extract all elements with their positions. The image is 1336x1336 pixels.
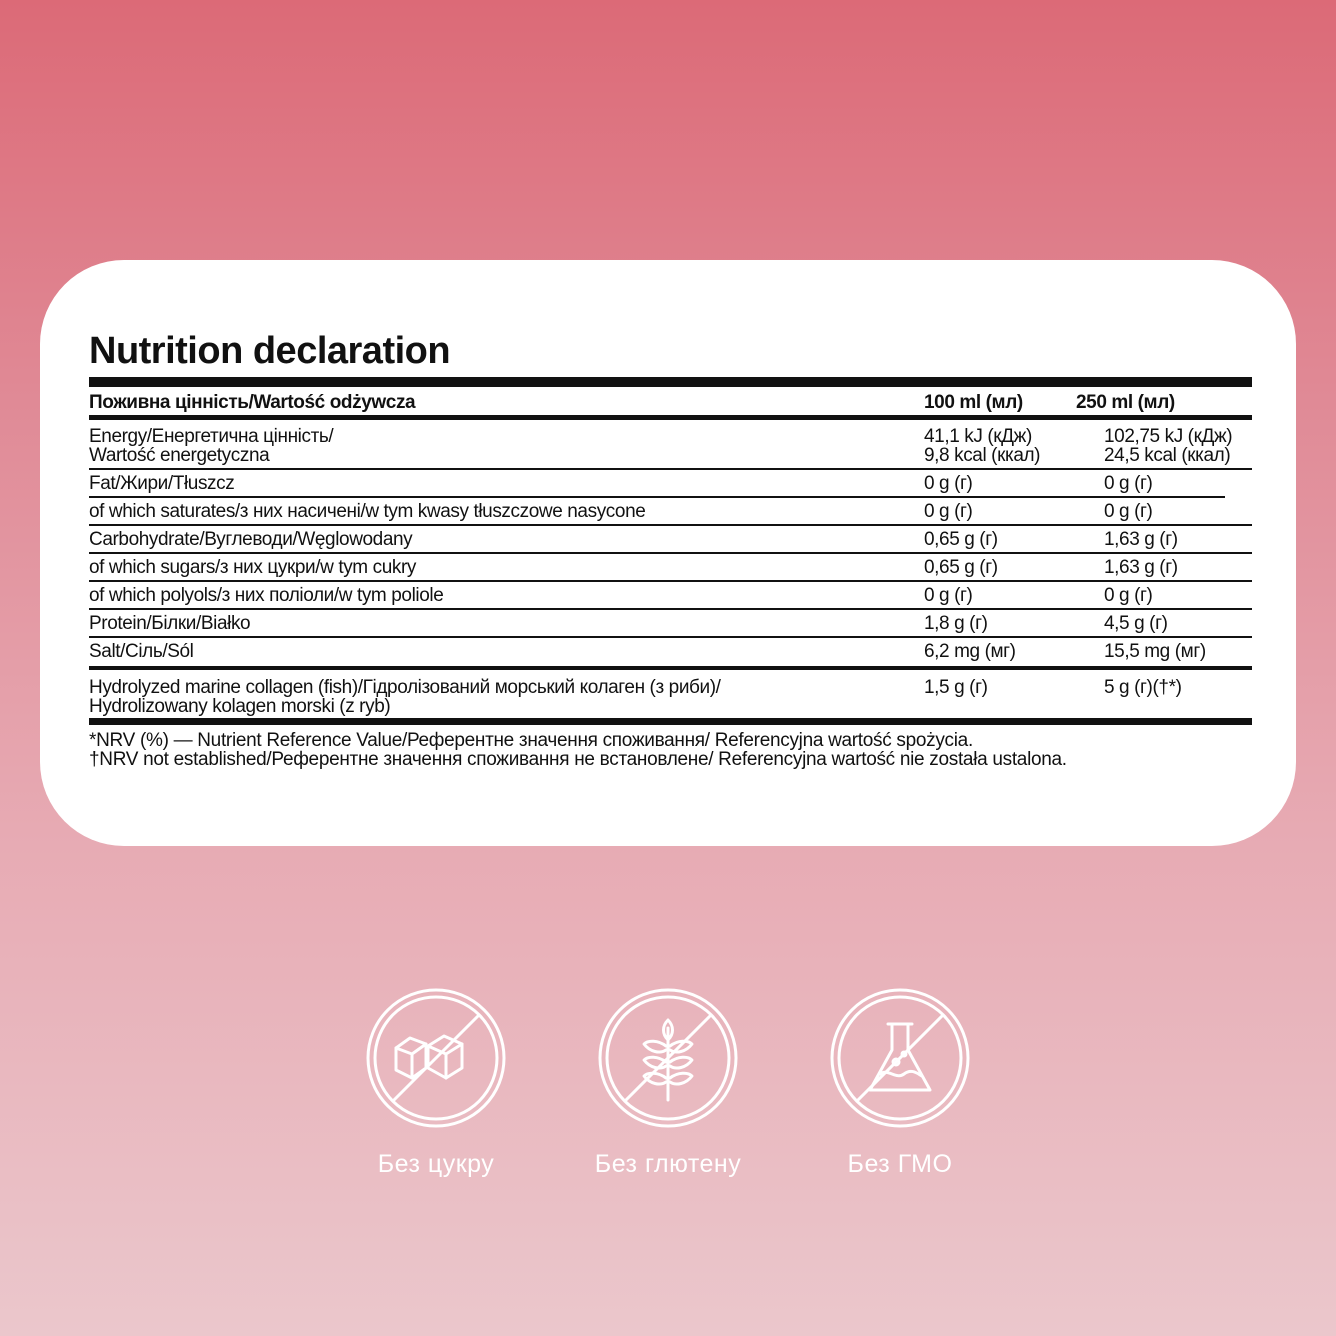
row-value-250ml: 4,5 g (г) (1104, 613, 1168, 634)
row-value-250ml: 15,5 mg (мг) (1104, 641, 1206, 662)
footnote-nrv: *NRV (%) — Nutrient Reference Value/Референтне значення споживання/ Referencyjna wartość spożycia. (89, 730, 973, 751)
row-divider (89, 468, 1252, 470)
row-value-100ml: 6,2 mg (мг) (924, 641, 1016, 662)
header-label: Поживна цінність/Wartość odżywcza (89, 392, 416, 413)
header-col-100ml: 100 ml (мл) (924, 392, 1023, 413)
nutrition-title: Nutrition declaration (89, 330, 451, 372)
row-value-100ml: 0,65 g (г) (924, 557, 998, 578)
row-label: Protein/Білки/Białko (89, 613, 251, 634)
row-divider (89, 580, 1252, 582)
row-label: Hydrolyzed marine collagen (fish)/Гідролізований морський колаген (з риби)/ (89, 677, 721, 698)
row-label: Salt/Сіль/Sól (89, 641, 194, 662)
row-value-250ml: 5 g (г)(†*) (1104, 677, 1182, 698)
no-sugar-icon (366, 988, 506, 1128)
row-label-line2: Hydrolizowany kolagen morski (z ryb) (89, 696, 391, 717)
row-value-100ml: 1,8 g (г) (924, 613, 988, 634)
badge-label-no-gluten: Без глютену (594, 1150, 742, 1178)
row-divider (89, 608, 1252, 610)
footnote-nrv-not-established: †NRV not established/Референтне значення споживання не встановлене/ Referencyjna wartość nie została ustalona. (89, 749, 1067, 770)
row-divider (89, 496, 1225, 498)
table-top-rule (89, 377, 1252, 387)
badge-label-no-gmo: Без ГМО (847, 1150, 953, 1178)
nutrition-card (40, 260, 1296, 846)
row-value-250ml: 1,63 g (г) (1104, 557, 1178, 578)
row-value-100ml: 0 g (г) (924, 501, 973, 522)
row-value-100ml: 41,1 kJ (кДж) (924, 426, 1032, 447)
table-bottom-rule (89, 718, 1252, 725)
row-label: of which sugars/з них цукри/w tym cukry (89, 557, 416, 578)
row-divider (89, 636, 1252, 638)
row-value-250ml: 0 g (г) (1104, 585, 1153, 606)
row-value-250ml: 102,75 kJ (кДж) (1104, 426, 1233, 447)
row-value-250ml: 0 g (г) (1104, 501, 1153, 522)
row-value-100ml: 0 g (г) (924, 473, 973, 494)
row-value-100ml: 0,65 g (г) (924, 529, 998, 550)
row-label-line2: Wartość energetyczna (89, 445, 270, 466)
row-value-100ml-line2: 9,8 kcal (ккал) (924, 445, 1041, 466)
header-col-250ml: 250 ml (мл) (1076, 392, 1175, 413)
no-gluten-icon (598, 988, 738, 1128)
header-rule (89, 415, 1252, 420)
row-value-250ml: 1,63 g (г) (1104, 529, 1178, 550)
row-label: of which saturates/з них насичені/w tym kwasy tłuszczowe nasycone (89, 501, 646, 522)
badge-label-no-sugar: Без цукру (377, 1150, 495, 1178)
row-value-100ml: 1,5 g (г) (924, 677, 988, 698)
row-label: Fat/Жири/Tłuszcz (89, 473, 235, 494)
row-divider-strong (89, 666, 1252, 670)
no-gmo-icon (830, 988, 970, 1128)
row-value-250ml-line2: 24,5 kcal (ккал) (1104, 445, 1231, 466)
row-label: Energy/Енергетична цінність/ (89, 426, 334, 447)
row-value-100ml: 0 g (г) (924, 585, 973, 606)
row-value-250ml: 0 g (г) (1104, 473, 1153, 494)
row-divider (89, 552, 1252, 554)
row-label: of which polyols/з них поліоли/w tym poliole (89, 585, 444, 606)
row-label: Carbohydrate/Вуглеводи/Węglowodany (89, 529, 413, 550)
row-divider (89, 524, 1252, 526)
